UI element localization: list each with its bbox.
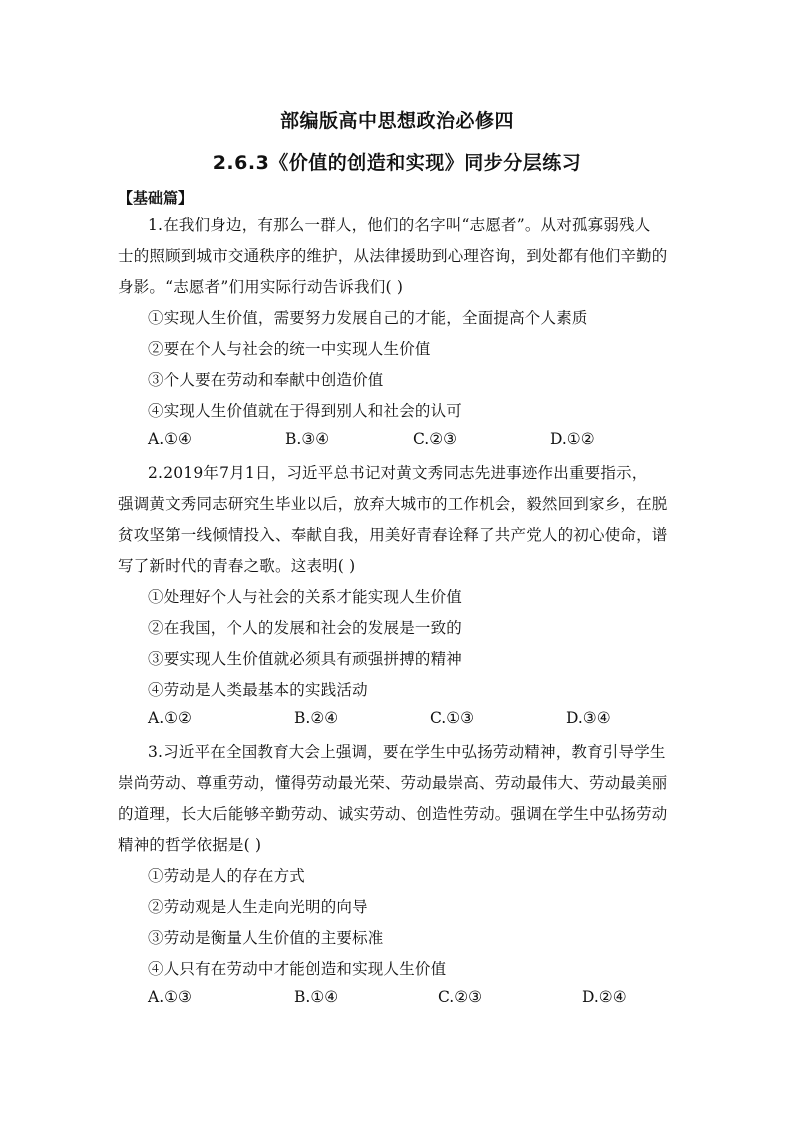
question-1-option-a: A.①④ [148,430,192,448]
question-1-item-3: ③个人要在劳动和奉献中创造价值 [148,371,384,389]
question-1-option-c: C.②③ [413,430,458,448]
question-2-option-a: A.①② [148,709,192,727]
question-3-option-d: D.②④ [582,988,627,1006]
question-3-item-3: ③劳动是衡量人生价值的主要标准 [148,929,384,947]
question-1-item-2: ②要在个人与社会的统一中实现人生价值 [148,340,431,358]
question-1-option-b: B.③④ [285,430,330,448]
question-2-item-3: ③要实现人生价值就必须具有顽强拼搏的精神 [148,650,463,668]
question-1-item-4: ④实现人生价值就在于得到别人和社会的认可 [148,402,463,420]
question-2-item-4: ④劳动是人类最基本的实践活动 [148,681,368,699]
question-1-item-1: ①实现人生价值，需要努力发展自己的才能，全面提高个人素质 [148,309,588,327]
question-3-option-c: C.②③ [438,988,483,1006]
question-3-line-2: 崇尚劳动、尊重劳动，懂得劳动最光荣、劳动最崇高、劳动最伟大、劳动最美丽 [118,774,668,792]
question-3-item-4: ④人只有在劳动中才能创造和实现人生价值 [148,960,447,978]
document-subtitle: 2.6.3《价值的创造和实现》同步分层练习 [212,152,582,174]
question-2-line-1: 2.2019年7月1日，习近平总书记对黄文秀同志先进事迹作出重要指示， [148,464,648,482]
question-3-item-2: ②劳动观是人生走向光明的向导 [148,898,368,916]
question-2-option-b: B.②④ [294,709,339,727]
question-3-line-4: 精神的哲学依据是( ) [118,836,262,854]
question-2-line-4: 写了新时代的青春之歌。这表明( ) [118,557,356,575]
question-1-line-2: 士的照顾到城市交通秩序的维护，从法律援助到心理咨询，到处都有他们辛勤的 [118,247,668,265]
question-2-option-d: D.③④ [566,709,611,727]
question-3-option-b: B.①④ [294,988,339,1006]
question-1-line-1: 1.在我们身边，有那么一群人，他们的名字叫“志愿者”。从对孤寡弱残人 [148,216,651,234]
question-3-line-1: 3.习近平在全国教育大会上强调，要在学生中弘扬劳动精神，教育引导学生 [148,743,666,761]
question-2-item-2: ②在我国，个人的发展和社会的发展是一致的 [148,619,463,637]
question-2-line-3: 贫攻坚第一线倾情投入、奉献自我，用美好青春诠释了共产党人的初心使命，谱 [118,526,668,544]
question-3-item-1: ①劳动是人的存在方式 [148,867,306,885]
question-1-option-d: D.①② [550,430,595,448]
question-3-line-3: 的道理，长大后能够辛勤劳动、诚实劳动、创造性劳动。强调在学生中弘扬劳动 [118,805,668,823]
document-title: 部编版高中思想政治必修四 [279,110,514,132]
question-2-item-1: ①处理好个人与社会的关系才能实现人生价值 [148,588,463,606]
section-heading: 【基础篇】 [118,189,194,207]
question-2-option-c: C.①③ [430,709,475,727]
question-2-line-2: 强调黄文秀同志研究生毕业以后，放弃大城市的工作机会，毅然回到家乡，在脱 [118,495,668,513]
question-3-option-a: A.①③ [148,988,192,1006]
question-1-line-3: 身影。“志愿者”们用实际行动告诉我们( ) [118,278,404,296]
